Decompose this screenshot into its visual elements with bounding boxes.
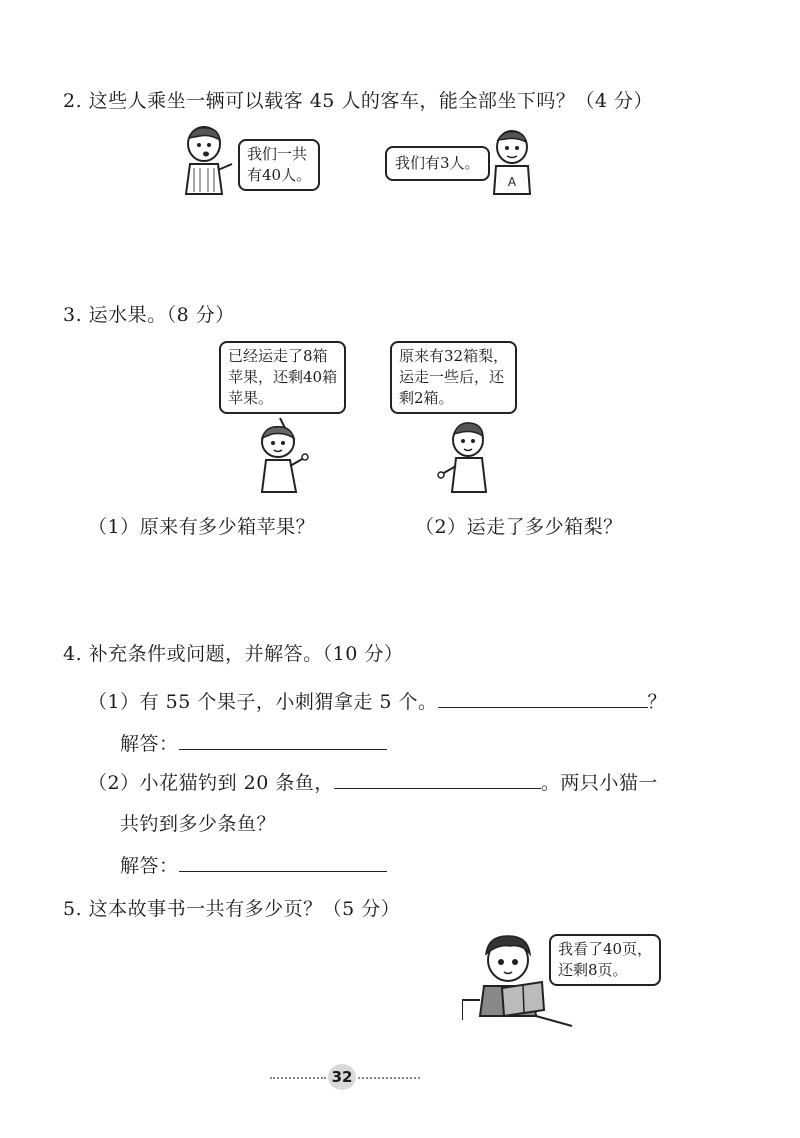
q4-answer2-blank[interactable] — [179, 853, 387, 872]
boy-illustration-left — [180, 124, 236, 196]
q3-bubble-right-line3: 剩2箱。 — [399, 389, 454, 407]
q4-answer1-blank[interactable] — [179, 731, 387, 750]
q3-bubble-right-line1: 原来有32箱梨， — [399, 347, 509, 365]
q4-answer2 — [120, 851, 387, 878]
q3-title: 3. 运水果。（8 分） — [63, 304, 235, 326]
q5-bubble — [549, 934, 661, 986]
footer-dotted-right — [358, 1077, 420, 1079]
q3-sub2: （2）运走了多少箱梨？ — [415, 516, 623, 538]
footer-dotted-left — [270, 1077, 326, 1079]
q3-sub1: （1）原来有多少箱苹果？ — [88, 516, 316, 538]
page-number: 32 — [328, 1064, 356, 1090]
q4-sub2 — [88, 768, 658, 795]
q4-answer2-label: 解答： — [120, 855, 179, 877]
q4-sub2-blank[interactable] — [334, 770, 541, 789]
q4-sub1-blank[interactable] — [438, 689, 648, 708]
q3-bubble-right-line2: 运走一些后，还 — [399, 368, 505, 386]
q2-bubble-left-line2: 有40人。 — [247, 166, 312, 184]
q3-bubble-left-line3: 苹果。 — [228, 389, 274, 407]
q4-sub1 — [88, 687, 667, 714]
q2-bubble-right: 我们有3人。 — [385, 146, 490, 181]
q4-title: 4. 补充条件或问题，并解答。（10 分） — [63, 643, 404, 665]
q4-answer1-label: 解答： — [120, 733, 179, 755]
girl-illustration — [250, 418, 314, 496]
boy-illustration-q3 — [436, 418, 496, 496]
q4-sub2-line2: 共钓到多少条鱼？ — [120, 813, 277, 835]
q2-bubble-left — [238, 139, 320, 191]
q3-bubble-left-line2: 苹果，还剩40箱 — [228, 368, 338, 386]
q3-bubble-right — [390, 341, 517, 414]
q5-title: 5. 这本故事书一共有多少页？（5 分） — [63, 898, 401, 920]
q4-answer1 — [120, 729, 387, 756]
q5-bubble-line2: 还剩8页。 — [558, 961, 628, 979]
q4-sub1-end: ？ — [647, 691, 668, 713]
q4-sub1-text: （1）有 55 个果子，小刺猬拿走 5 个。 — [88, 691, 438, 713]
q5-bubble-line1: 我看了40页， — [558, 940, 653, 958]
svg-text:A: A — [507, 175, 517, 189]
q4-sub2-text: （2）小花猫钓到 20 条鱼， — [88, 772, 334, 794]
q3-bubble-left — [219, 341, 346, 414]
q2-title: 2. 这些人乘坐一辆可以载客 45 人的客车，能全部坐下吗？（4 分） — [63, 90, 654, 112]
q3-bubble-left-line1: 已经运走了8箱 — [228, 347, 328, 365]
q2-bubble-left-line1: 我们一共 — [247, 145, 308, 163]
q4-sub2-end: 。两只小猫一 — [540, 772, 658, 794]
boy-illustration-right — [488, 128, 536, 196]
